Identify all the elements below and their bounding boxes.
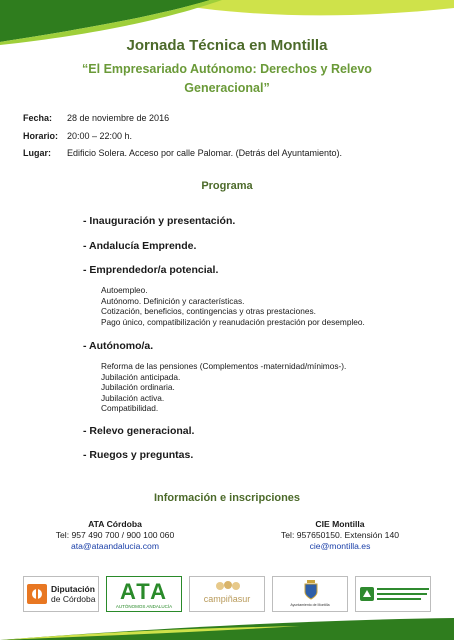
ata-logo	[106, 576, 182, 612]
bottom-band-graphic	[0, 618, 454, 640]
fecha-label: Fecha:	[23, 113, 53, 123]
ata-logo-text: ATA	[120, 579, 168, 604]
sub-item: Autoempleo.	[101, 285, 148, 295]
program-item: - Andalucía Emprende.	[83, 240, 197, 252]
lugar-value: Edificio Solera. Acceso por calle Palomar. (Detrás del Ayuntamiento).	[67, 148, 342, 158]
diputacion-text	[51, 584, 95, 604]
junta-text-line	[377, 593, 427, 595]
campinasur-logo	[189, 576, 265, 612]
diputacion-line-1: Diputación	[51, 584, 95, 594]
programa-heading: Programa	[201, 180, 253, 192]
junta-andalucia-logo	[355, 576, 431, 612]
emprendedor-sublist	[101, 285, 365, 327]
lugar-label: Lugar:	[23, 148, 51, 158]
sub-item: Reforma de las pensiones (Complementos -maternidad/mínimos-).	[101, 361, 347, 371]
ayuntamiento-text: Ayuntamiento de Montilla	[290, 603, 330, 607]
junta-text-line	[377, 598, 421, 600]
contact-phone: Tel: 957 490 700 / 900 100 060	[55, 530, 175, 540]
page-title: Jornada Técnica en Montilla	[126, 37, 328, 54]
diputacion-line-2: de Córdoba	[51, 594, 96, 604]
contact-name: ATA Córdoba	[88, 519, 142, 529]
horario-value: 20:00 – 22:00 h.	[67, 131, 133, 141]
info-heading: Información e inscripciones	[153, 492, 301, 504]
sub-item: Compatibilidad.	[101, 403, 159, 414]
program-item: - Relevo generacional.	[83, 425, 195, 437]
diputacion-emblem-icon	[27, 584, 47, 604]
ata-logo-subtext: AUTÓNOMOS ANDALUCÍA	[115, 604, 173, 609]
program-item: - Ruegos y preguntas.	[83, 449, 194, 461]
subtitle-line-2: Generacional”	[184, 81, 270, 95]
sub-item: Jubilación activa.	[101, 392, 165, 403]
junta-emblem-icon	[360, 587, 374, 601]
sub-item: Jubilación ordinaria.	[101, 382, 175, 393]
autonomo-sublist	[101, 361, 346, 414]
lugar-row	[23, 148, 342, 158]
contact-cie	[265, 519, 415, 552]
program-item: - Inauguración y presentación.	[83, 215, 236, 227]
contact-phone: Tel: 957650150. Extensión 140	[280, 530, 400, 540]
program-item: - Emprendedor/a potencial.	[83, 264, 219, 276]
sub-item: Autónomo. Definición y características.	[101, 295, 245, 306]
program-item: - Autónomo/a.	[83, 340, 154, 352]
horario-row	[23, 131, 132, 141]
campinasur-emblem-icon	[214, 580, 242, 592]
sub-item: Cotización, beneficios, contingencias y otras prestaciones.	[101, 306, 316, 317]
subtitle-line-1: “El Empresariado Autónomo: Derechos y Relevo	[82, 62, 372, 76]
diputacion-logo	[23, 576, 99, 612]
sub-item: Pago único, compatibilización y reanudación prestación por desempleo.	[101, 316, 365, 327]
junta-text-line	[377, 588, 429, 590]
coat-of-arms-icon	[304, 580, 318, 600]
contact-email-link[interactable]: ata@ataandalucia.com	[70, 541, 160, 551]
campinasur-text: campiñasur	[203, 594, 251, 604]
fecha-value: 28 de noviembre de 2016	[67, 113, 170, 123]
page-subtitle	[60, 60, 394, 98]
fecha-row	[23, 113, 169, 123]
horario-label: Horario:	[23, 131, 59, 141]
sub-item: Jubilación anticipada.	[101, 371, 181, 382]
ayuntamiento-logo	[272, 576, 348, 612]
contact-email-link[interactable]: cie@montilla.es	[309, 541, 371, 551]
contact-ata	[40, 519, 190, 552]
contact-name: CIE Montilla	[315, 519, 365, 529]
